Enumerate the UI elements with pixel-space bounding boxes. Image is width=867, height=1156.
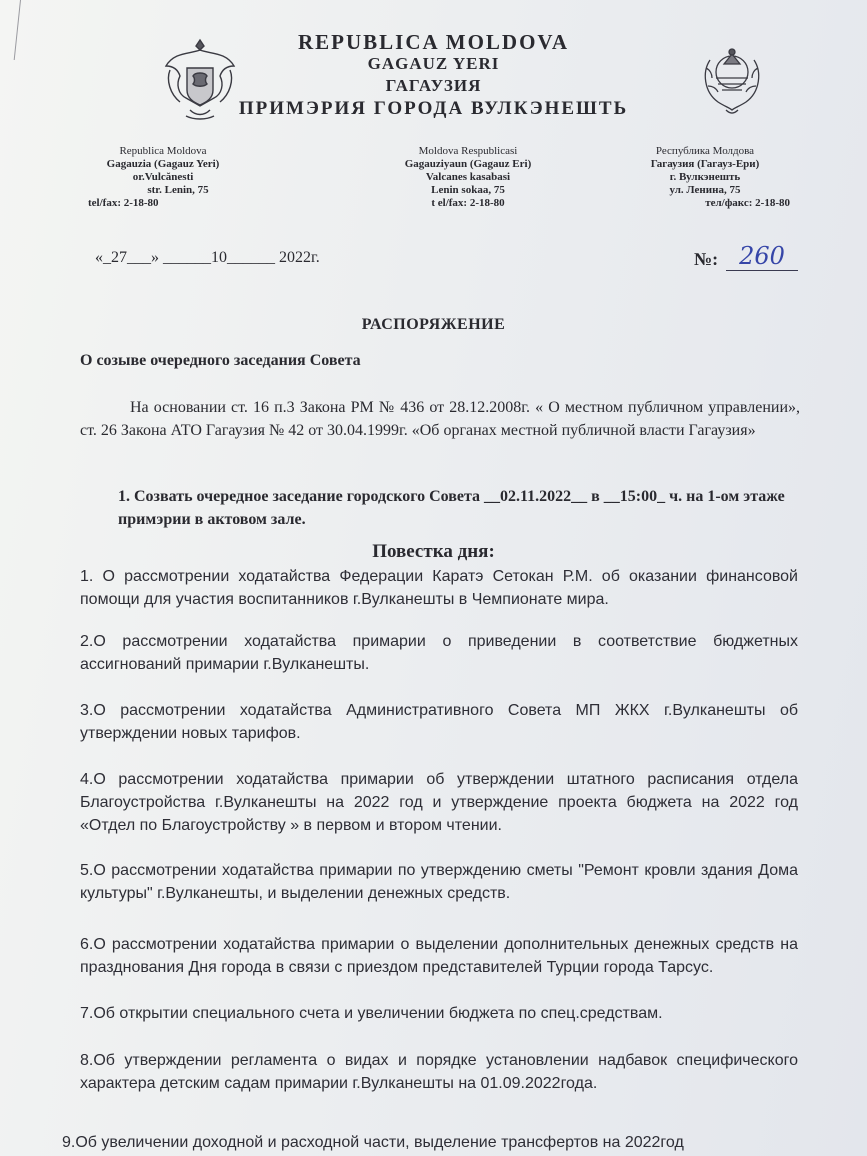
agenda-item-6: 6.О рассмотрении ходатайства примарии о выделении дополнительных денежных средств на празднования Дня города в связи с приездом представителей Турции города Тарсус. <box>80 936 798 976</box>
header-mayoralty: ПРИМЭРИЯ ГОРОДА ВУЛКЭНЕШТЬ <box>238 98 629 119</box>
agenda-item-7: 7.Об открытии специального счета и увеличении бюджета по спец.средствам. <box>80 1005 663 1022</box>
agenda-item-5: 5.О рассмотрении ходатайства примарии по утверждению сметы "Ремонт кровли здания Дома культуры" г.Вулканешты, и выделении денежных средств. <box>80 862 798 902</box>
document-subject: О созыве очередного заседания Совета <box>80 352 361 369</box>
address-line: Gagauziyaun (Gagauz Eri) <box>404 158 532 170</box>
address-line: tel/fax: 2-18-80 <box>88 197 159 209</box>
document-number-handwritten: 260 <box>726 242 798 271</box>
address-line: Lenin sokaa, 75 <box>431 184 505 196</box>
address-line: г. Вулкэнешть <box>669 171 741 183</box>
address-line: t el/fax: 2-18-80 <box>431 197 505 209</box>
address-line: Moldova Respublicasi <box>418 145 518 157</box>
address-line: Gagauzia (Gagauz Yeri) <box>106 158 220 170</box>
header-country: REPUBLICA MOLDOVA <box>297 30 570 54</box>
address-line: тел/факс: 2-18-80 <box>705 197 790 209</box>
address-block-russian <box>620 145 790 210</box>
agenda-item-9: 9.Об увеличении доходной и расходной части, выделение трансфертов на 2022год <box>62 1134 684 1151</box>
legal-basis-paragraph: На основании ст. 16 п.3 Закона РМ № 436 от 28.12.2008г. « О местном публичном управлении», ст. 26 Закона АТО Гагаузия № 42 от 30.04.1999г. «Об органах местной публичной власти Гагаузия» <box>80 399 800 439</box>
header-region-cyrillic: ГАГАУЗИЯ <box>385 76 482 95</box>
address-line: Valcanes kasabasi <box>425 171 511 183</box>
agenda-item-8: 8.Об утверждении регламента о видах и порядке установлении надбавок специфического характера детским садам примарии г.Вулканешты на 01.09.2022года. <box>80 1052 798 1092</box>
agenda-item-2: 2.О рассмотрении ходатайства примарии о приведении в соответствие бюджетных ассигнований примарии г.Вулканешты. <box>80 633 798 673</box>
header-region-latin: GAGAUZ YERI <box>367 54 500 73</box>
address-line: ул. Ленина, 75 <box>669 184 741 196</box>
address-line: or.Vulcănesti <box>132 171 194 183</box>
agenda-item-4: 4.О рассмотрении ходатайства примарии об утверждении штатного расписания отдела Благоустройства г.Вулканешты на 2022 год и утверждение проекта бюджета на 2022 год «Отдел по Благоустройству » в первом и втором чтении. <box>80 771 798 834</box>
agenda-item-1: 1. О рассмотрении ходатайства Федерации Каратэ Сетокан Р.М. об оказании финансовой помощи для участия воспитанников г.Вулканешты в Чемпионате мира. <box>80 568 798 608</box>
address-block-gagauz <box>368 145 568 210</box>
address-line: Республика Молдова <box>655 145 755 157</box>
document-number-label: №: <box>694 249 719 269</box>
address-line: str. Lenin, 75 <box>147 184 209 196</box>
address-block-romanian <box>88 145 238 210</box>
address-line: Republica Moldova <box>119 145 207 157</box>
document-date: «_27___» ______10______ 2022г. <box>95 249 320 266</box>
agenda-item-3: 3.О рассмотрении ходатайства Административного Совета МП ЖКХ г.Вулканешты об утверждении новых тарифов. <box>80 702 798 742</box>
convene-order-paragraph: 1. Созвать очередное заседание городского Совета __02.11.2022__ в __15:00_ ч. на 1-ом этаже примэрии в актовом зале. <box>118 488 785 528</box>
address-line: Гагаузия (Гагауз-Ери) <box>650 158 760 170</box>
document-title: РАСПОРЯЖЕНИЕ <box>361 316 506 333</box>
agenda-title: Повестка дня: <box>372 541 495 562</box>
